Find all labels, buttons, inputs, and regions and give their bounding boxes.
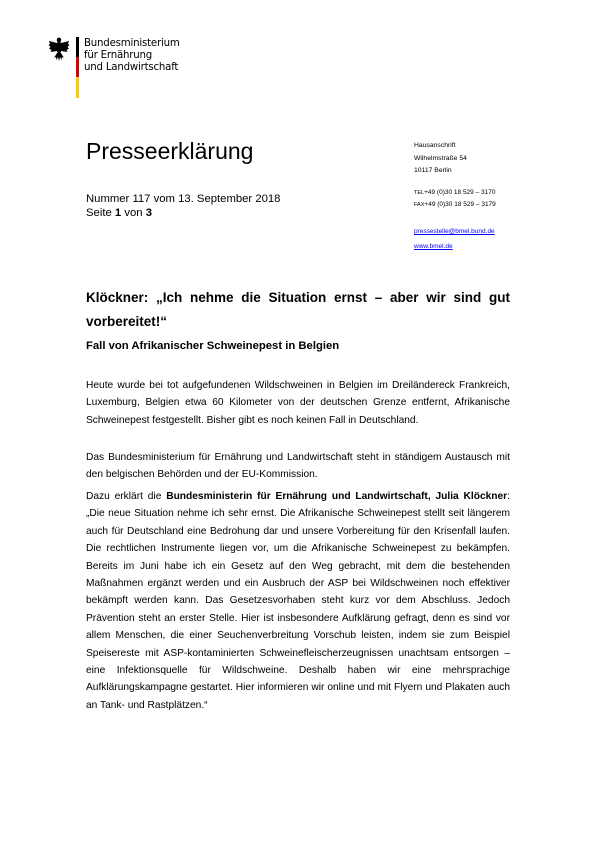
page-current: 1 <box>114 206 122 219</box>
fax-value: +49 (0)30 18 529 – 3179 <box>424 201 496 208</box>
address-line: Hausanschrift <box>414 142 456 149</box>
fax-line <box>414 199 496 211</box>
document-title: Presseerklärung <box>86 138 254 164</box>
tel-value: +49 (0)30 18 529 – 3170 <box>424 189 496 196</box>
quote-text: : „Die neue Situation nehme ich sehr ernst. Die Afrikanische Schweinepest stellt seit längerem auch für Deutschland eine Bedrohung dar und unsere Vorbereitung für den Krisenfall laufen. Die rechtlichen Instrumente liegen vor, um die Afrikanische Schweinepest zu bekämpfen. Bereits im Juni habe ich ein Gesetz auf den Weg gebracht, mit dem die bestehenden Maßnahmen ergänzt werden und ein Ausbruch der ASP bei Wildschweinen noch effektiver bekämpft werden kann. Das Gesetzesvorhaben steht kurz vor dem Abschluss. Jedoch Prävention steht an erster Stelle. Hier ist insbesondere Aufklärung gefragt, denn es sind vor allem Menschen, die einer Seuchenverbreitung Vorschub leisten, indem sie zum Beispiel Speisereste mit ASP-kontaminierten Schweinefleischerzeugnissen unachtsam entsorgen – eine Infektionsquelle für Wildschweine. Deshalb haben wir eine mehrsprachige Aufklärungskampagne gestartet. Hier informieren wir online und mit Flyern und Plakaten auch an Tank- und Rastplätzen.“ <box>86 491 510 711</box>
web-contact <box>414 224 495 254</box>
article-paragraph-2: Das Bundesministerium für Ernährung und Landwirtschaft steht in ständigem Austausch mit den belgischen Behörden und der EU-Kommission. <box>86 452 510 481</box>
fax-label: FAX <box>414 202 425 208</box>
ministry-line: Bundesministerium <box>84 38 180 49</box>
phone-line <box>414 187 496 199</box>
flag-stripe-black <box>76 37 79 57</box>
press-release-number: Nummer 117 vom 13. September 2018 <box>86 193 281 205</box>
federal-eagle-icon <box>48 36 70 62</box>
phone-fax-block <box>414 187 496 211</box>
postal-address <box>414 140 467 178</box>
page-of: von <box>124 206 143 219</box>
flag-stripe-red <box>76 57 79 77</box>
page-indicator <box>86 207 280 221</box>
quote-intro: Dazu erklärt die <box>86 491 167 502</box>
page-total: 3 <box>145 206 152 219</box>
ministry-line: und Landwirtschaft <box>84 62 179 73</box>
article-headline: Klöckner: „Ich nehme die Situation ernst – aber wir sind gut vorbereitet!“ <box>86 290 510 329</box>
article-paragraph-3 <box>86 488 510 714</box>
article-subheadline: Fall von Afrikanischer Schweinepest in Belgien <box>86 340 340 352</box>
website-link[interactable]: www.bmel.de <box>414 243 453 250</box>
document-meta <box>86 193 280 220</box>
ministry-name <box>84 38 180 74</box>
ministry-line: für Ernährung <box>84 50 153 61</box>
tel-label: TEL <box>414 190 425 196</box>
page-label: Seite <box>86 206 112 219</box>
address-line: Wilhelmstraße 54 <box>414 154 467 162</box>
quote-speaker: Bundesministerin für Ernährung und Landwirtschaft, Julia Klöckner <box>166 491 508 502</box>
email-link[interactable]: pressestelle@bmel.bund.de <box>414 228 495 235</box>
address-line: 10117 Berlin <box>414 167 452 174</box>
flag-stripe-gold <box>76 77 79 98</box>
article-paragraph-1: Heute wurde bei tot aufgefundenen Wildschweinen in Belgien im Dreiländereck Frankreich, Luxemburg, Belgien etwa 60 Kilometer von der deutschen Grenze entfernt, Afrikanische Schweinepest festgestellt. Bisher gibt es noch keinen Fall in Deutschland. <box>86 380 510 426</box>
